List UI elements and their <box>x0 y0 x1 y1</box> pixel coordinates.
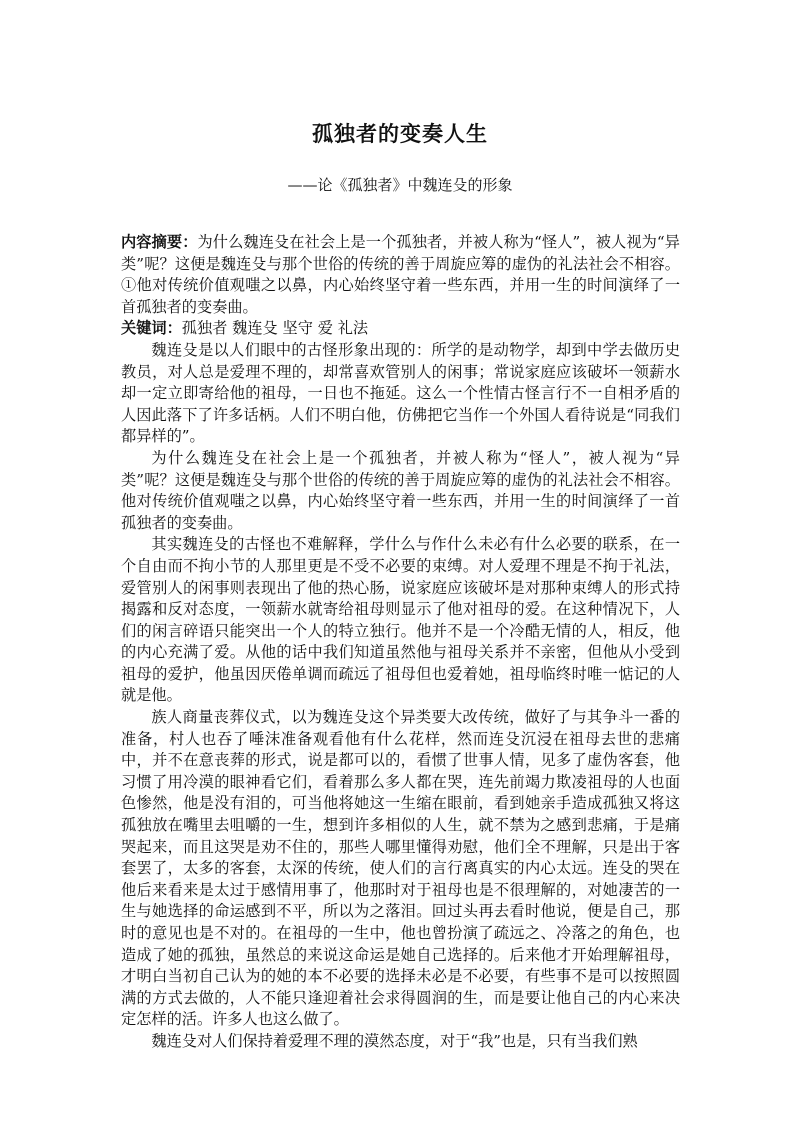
keywords-label: 关键词： <box>121 319 182 338</box>
body-paragraph-2: 为什么魏连殳在社会上是一个孤独者，并被人称为“怪人”，被人视为“异类”呢？这便是魏连殳与那个世俗的传统的善于周旋应筹的虚伪的礼法社会不相容。他对传统价值观嗤之以鼻，内心始终坚守着一些东西，并用一生的时间演绎了一首孤独者的变奏曲。 <box>121 448 680 532</box>
body-paragraph-3: 其实魏连殳的古怪也不难解释，学什么与作什么未必有什么必要的联系，在一个自由而不拘小节的人那里更是不受不必要的束缚。对人爱理不理是不拘于礼法，爱管别人的闲事则表现出了他的热心肠，说家庭应该破坏是对那种束缚人的形式持揭露和反对态度，一领薪水就寄给祖母则显示了他对祖母的爱。在这种情况下，人们的闲言碎语只能突出一个人的特立独行。他并不是一个冷酷无情的人，相反，他的内心充满了爱。从他的话中我们知道虽然他与祖母关系并不亲密，但他从小受到祖母的爱护，他虽因厌倦单调而疏远了祖母但也爱着她，祖母临终时唯一惦记的人就是他。 <box>121 535 680 705</box>
abstract-label: 内容摘要： <box>121 233 198 251</box>
body-paragraph-5: 魏连殳对人们保持着爱理不理的漠然态度，对于“我”也是，只有当我们熟 <box>151 1031 638 1050</box>
keywords-text: 孤独者 魏连殳 坚守 爱 礼法 <box>181 319 369 338</box>
abstract-paragraph <box>121 232 680 318</box>
document-body <box>121 232 680 1053</box>
document-title: 孤独者的变奏人生 <box>312 122 488 146</box>
body-paragraph-4: 族人商量丧葬仪式，以为魏连殳这个异类要大改传统，做好了与其争斗一番的准备，村人也吞了唾沫准备观看他有什么花样，然而连殳沉浸在祖母去世的悲痛中，并不在意丧葬的形式，说是都可以的，看惯了世事人情，见多了虚伪客套，他习惯了用冷漠的眼神看它们，看着那么多人都在哭，连先前竭力欺凌祖母的人也面色惨然，他是没有泪的，可当他将她这一生缩在眼前，看到她亲手造成孤独又将这孤独放在嘴里去咀嚼的一生，想到许多相似的人生，就不禁为之感到悲痛，于是痛哭起来，而且这哭是劝不住的，那些人哪里懂得劝慰，他们全不理解，只是出于客套罢了，太多的客套，太深的传统，使人们的言行离真实的内心太远。连殳的哭在他后来看来是太过于感情用事了，他那时对于祖母也是不很理解的，对她凄苦的一生与她选择的命运感到不平，所以为之落泪。回过头再去看时他说，便是自己，那时的意见也是不对的。在祖母的一生中，他也曾扮演了疏远之、冷落之的角色，也造成了她的孤独，虽然总的来说这命运是她自己选择的。后来他才开始理解祖母，才明白当初自己认为的她的本不必要的选择未必是不必要，有些事不是可以按照圆满的方式去做的，人不能只逢迎着社会求得圆润的生，而是要让他自己的内心来决定怎样的活。许多人也这么做了。 <box>121 708 680 1029</box>
document-subtitle: ——论《孤独者》中魏连殳的形象 <box>287 176 513 194</box>
body-paragraph-1: 魏连殳是以人们眼中的古怪形象出现的：所学的是动物学，却到中学去做历史教员，对人总是爱理不理的，却常喜欢管别人的闲事；常说家庭应该破坏一领薪水却一定立即寄给他的祖母，一日也不拖延。这么一个性情古怪言行不一自相矛盾的人因此落下了许多话柄。人们不明白他，仿佛把它当作一个外国人看待说是“同我们都异样的”。 <box>121 340 680 446</box>
abstract-text: 为什么魏连殳在社会上是一个孤独者，并被人称为“怪人”，被人视为“异类”呢？这便是魏连殳与那个世俗的传统的善于周旋应筹的虚伪的礼法社会不相容。①他对传统价值观嗤之以鼻，内心始终坚守着一些东西，并用一生的时间演绎了一首孤独者的变奏曲。 <box>121 233 680 316</box>
keywords-paragraph <box>121 318 680 340</box>
